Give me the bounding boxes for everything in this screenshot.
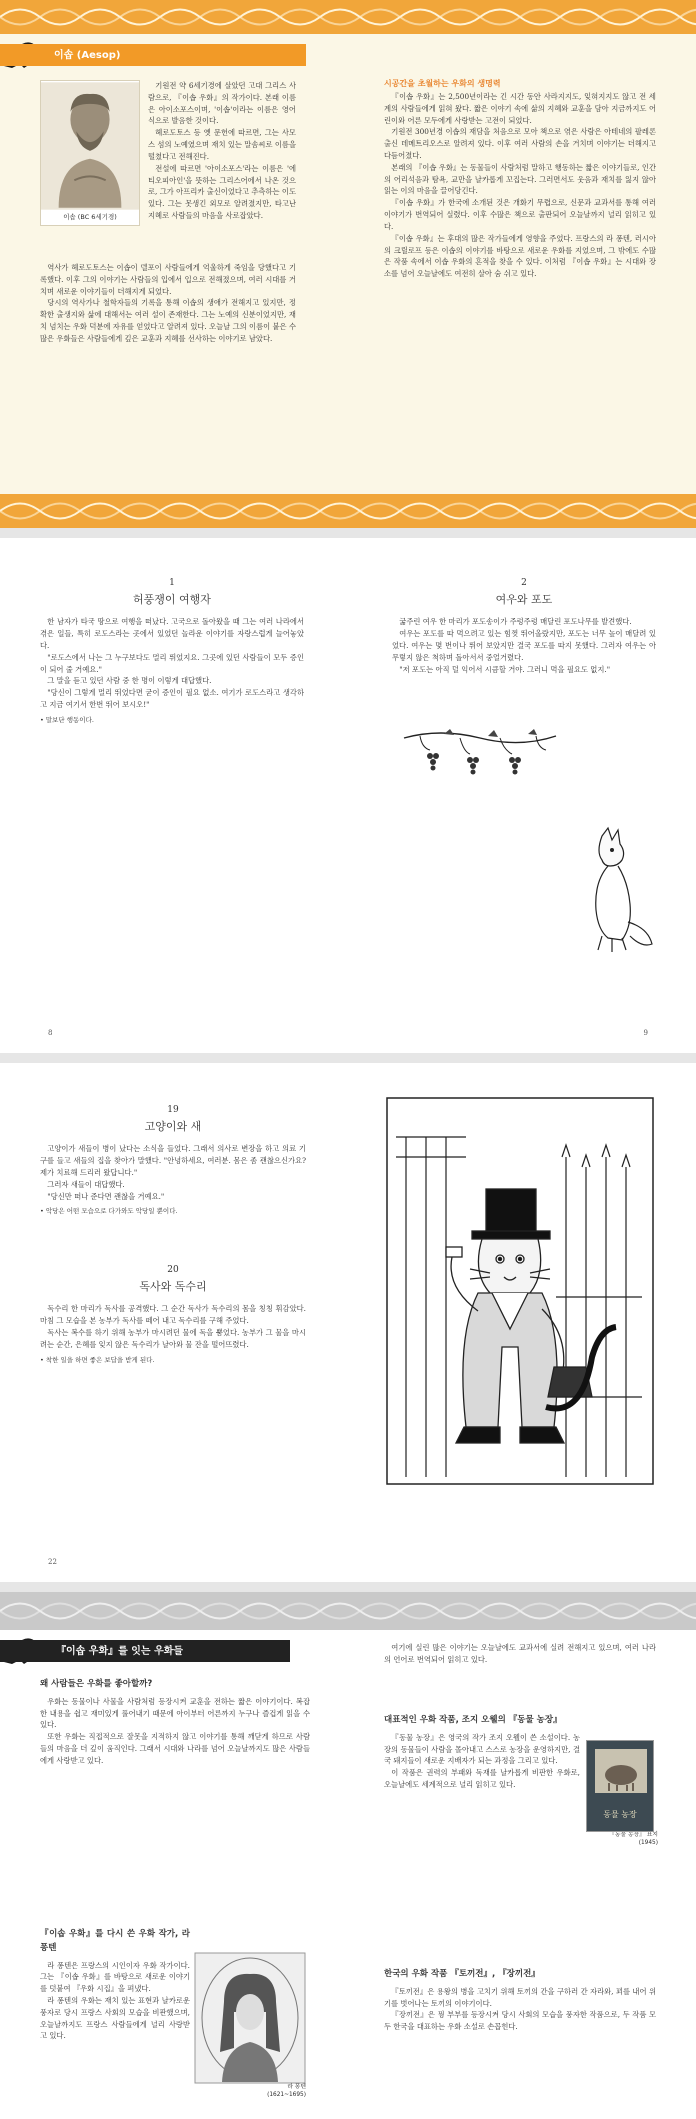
animal-farm-heading: 대표적인 우화 작품, 조지 오웰의 『동물 농장』 bbox=[384, 1715, 562, 1725]
bio-paragraph: 당시의 역사가나 철학자들의 기록을 통해 이솝의 생애가 전해지고 있지만, 정확한 출생지와 삶에 대해서는 여러 설이 존재한다. 그는 노예의 신분이었지만, 재치 넘치는 우화 덕분에 자유를 얻었다고 알려져 있다. 오늘날 그의 이름이 붙은 수많은 우화들은 사람들에게 깊은 교훈과 지혜를 선사하는 이야기로 남았다. bbox=[40, 298, 296, 343]
page-related-fables bbox=[0, 1592, 696, 2119]
fable-viper-eagle bbox=[40, 1263, 306, 1365]
why-fables-heading: 왜 사람들은 우화를 좋아할까? bbox=[40, 1679, 153, 1689]
fable-title: 고양이와 새 bbox=[144, 1119, 202, 1133]
la-fontaine-portrait-icon bbox=[194, 1952, 306, 2084]
right-top-text bbox=[384, 1642, 656, 1666]
cat-doctor-illustration bbox=[386, 1097, 654, 1485]
fable-paragraph: "로도스에서 나는 그 누구보다도 멀리 뛰었지요. 그곳에 있던 사람들이 모두 증인이 되어 줄 거예요." bbox=[40, 652, 304, 674]
vitality-paragraph: 기원전 300년경 이솝의 재담을 처음으로 모아 책으로 엮은 사람은 아테네의 팔레론 출신 데메트리오스로 알려져 있다. 이후 여러 사람의 손을 거치며 이야기는 더해지고 다듬어졌다. bbox=[384, 127, 656, 161]
korean-fables-heading: 한국의 우화 작품 『토끼전』, 『장끼전』 bbox=[384, 1969, 540, 1979]
section-paragraph: 라 퐁텐의 우화는 재치 있는 표현과 날카로운 풍자로 당시 프랑스 사회의 모습을 비판했으며, 오늘날까지도 프랑스 사람들에게 널리 사랑받고 있다. bbox=[40, 1995, 190, 2041]
page-aesop-intro bbox=[0, 0, 696, 528]
section-paragraph: 『토끼전』은 용왕의 병을 고치기 위해 토끼의 간을 구하러 간 자라와, 꾀를 내어 위기를 벗어나는 토끼의 이야기이다. bbox=[384, 1986, 656, 2008]
fable-moral: • 말보단 행동이다. bbox=[40, 715, 304, 726]
book-caption-year: (1945) bbox=[638, 1839, 658, 1846]
page-number: 22 bbox=[48, 1558, 57, 1567]
fable-title: 여우와 포도 bbox=[495, 592, 553, 606]
fable-title: 독사와 독수리 bbox=[139, 1279, 207, 1293]
page-fables-1-2 bbox=[0, 538, 696, 1053]
pig-icon bbox=[587, 1741, 655, 1801]
fable-paragraph: 여우는 포도를 따 먹으려고 있는 힘껏 뛰어올랐지만, 포도는 너무 높이 매달려 있었다. 여우는 몇 번이나 뛰어 보았지만 결국 포도를 따지 못했다. 그러자 여우는 아무렇지 않은 척하며 돌아서서 중얼거렸다. bbox=[392, 629, 656, 662]
fable-moral: • 착한 일을 하면 좋은 보답을 받게 된다. bbox=[40, 1355, 306, 1366]
section-paragraph: 라 퐁텐은 프랑스의 시인이자 우화 작가이다. 그는 『이솝 우화』를 바탕으로 새로운 이야기를 덧붙여 『우화 시집』을 펴냈다. bbox=[40, 1960, 190, 1994]
la-fontaine-portrait bbox=[194, 1952, 306, 2102]
fable-paragraph: 그러자 새들이 대답했다. bbox=[47, 1179, 125, 1189]
bio-paragraph: 기원전 약 6세기경에 살았던 고대 그리스 사람으로, 『이솝 우화』의 작가이다. 본래 이름은 아이소포스이며, '이솝'이라는 이름은 영어식으로 발음한 것이다. bbox=[148, 81, 296, 126]
aesop-bust-photo bbox=[40, 80, 140, 226]
fox-illustration bbox=[552, 826, 656, 956]
leaf-ornament-icon bbox=[0, 494, 696, 528]
section-paragraph: 또한 우화는 직접적으로 잘못을 지적하지 않고 이야기를 통해 깨닫게 하므로 사람들의 마음을 더 깊이 움직인다. 그래서 시대와 나라를 넘어 오늘날까지도 많은 사람들에게 사랑받고 있다. bbox=[40, 1732, 310, 1765]
leaf-ornament-icon bbox=[0, 0, 696, 34]
bio-paragraph: 전설에 따르면 '아이소포스'라는 이름은 '에티오피아인'을 뜻하는 그리스어에서 나온 것으로, 그가 아프리카 출신이었다고 추측하는 이도 있다. 그는 못생긴 외모로 알려졌지만, 타고난 지혜로 사람들의 마음을 사로잡았다. bbox=[148, 163, 296, 220]
portrait-caption-years: (1621~1695) bbox=[267, 2091, 306, 2098]
fable-paragraph: 한 남자가 타국 땅으로 여행을 떠났다. 고국으로 돌아왔을 때 그는 여러 나라에서 겪은 일들, 특히 로도스라는 곳에서 있었던 놀라운 이야기를 자랑스럽게 늘어놓았다. bbox=[40, 617, 304, 651]
aesop-bio-top bbox=[148, 80, 296, 222]
korean-fables-section bbox=[384, 1962, 656, 2033]
why-fables-section bbox=[40, 1672, 310, 1767]
animal-farm-section bbox=[384, 1708, 580, 1791]
vitality-paragraph: 본래의 『이솝 우화』는 동물들이 사람처럼 말하고 행동하는 짧은 이야기들로, 인간의 어리석음과 탐욕, 교만을 날카롭게 꼬집는다. 그러면서도 웃음과 재치를 잃지 않아 읽는 이의 마음을 끌어당긴다. bbox=[384, 162, 656, 196]
fable-paragraph: 그 말을 듣고 있던 사람 중 한 명이 이렇게 대답했다. bbox=[47, 676, 212, 686]
fable-paragraph: 굶주린 여우 한 마리가 포도송이가 주렁주렁 매달린 포도나무를 발견했다. bbox=[399, 617, 632, 627]
section-paragraph: 『장끼전』은 꿩 부부를 등장시켜 당시 사회의 모습을 풍자한 작품으로, 두 작품 모두 한국을 대표하는 우화 소설로 손꼽힌다. bbox=[384, 2010, 656, 2032]
fable-number: 2 bbox=[521, 578, 527, 588]
bottom-ornament-band bbox=[0, 494, 696, 528]
section-title-bar bbox=[0, 44, 306, 66]
page-fables-19-20 bbox=[0, 1063, 696, 1582]
fable-vitality-column bbox=[384, 78, 656, 280]
portrait-caption-name: 라 퐁텐 bbox=[287, 2084, 306, 2090]
aesop-bust-icon bbox=[41, 81, 139, 211]
section-paragraph: 이 작품은 권력의 부패와 독재를 날카롭게 비판한 우화로, 오늘날에도 세계적으로 널리 읽히고 있다. bbox=[384, 1768, 580, 1790]
grapevine-illustration bbox=[400, 726, 560, 786]
fable-paragraph: "당신이 그렇게 멀리 뛰었다면 굳이 증인이 필요 없소. 여기가 로도스라고 생각하고 지금 여기서 한번 뛰어 보시오!" bbox=[40, 688, 304, 710]
section-title: 『이솝 우화』를 잇는 우화들 bbox=[56, 1646, 184, 1657]
fable-boastful-traveler bbox=[40, 576, 304, 725]
section-paragraph: 여기에 실린 많은 이야기는 오늘날에도 교과서에 실려 전해지고 있으며, 여러 나라의 언어로 번역되어 읽히고 있다. bbox=[384, 1643, 656, 1664]
la-fontaine-section bbox=[40, 1922, 190, 2042]
bio-paragraph: 헤로도토스 등 옛 문헌에 따르면, 그는 사모스 섬의 노예였으며 재치 있는 말솜씨로 이름을 떨쳤다고 전해진다. bbox=[148, 128, 296, 161]
page-number: 8 bbox=[48, 1029, 53, 1038]
vitality-paragraph: 『이솝 우화』는 2,500년이라는 긴 시간 동안 사라지지도, 잊혀지지도 않고 전 세계의 사람들에게 읽혀 왔다. 짧은 이야기 속에 삶의 지혜와 교훈을 담아 지금까지도 어린이와 어른 모두에게 사랑받는 고전이 되었다. bbox=[384, 91, 656, 125]
photo-caption: 이솝 (BC 6세기경) bbox=[63, 212, 117, 221]
bio-paragraph: 역사가 헤로도토스는 이솝이 델포이 사람들에게 억울하게 죽임을 당했다고 기록했다. 이후 그의 이야기는 사람들의 입에서 입으로 전해졌으며, 여러 시대를 거치며 새로운 이야기들이 더해지게 되었다. bbox=[40, 263, 296, 296]
aesop-bio-bottom bbox=[40, 262, 296, 345]
top-ornament-band bbox=[0, 0, 696, 34]
fable-moral: • 악당은 어떤 모습으로 다가와도 악당일 뿐이다. bbox=[40, 1206, 306, 1217]
fable-paragraph: 고양이가 새들이 병이 났다는 소식을 들었다. 그래서 의사로 변장을 하고 의료 기구를 들고 새들의 집을 찾아가 말했다. "안녕하세요, 여러분. 몸은 좀 괜찮으신가요? 제가 치료해 드리러 왔답니다." bbox=[40, 1144, 306, 1178]
section-paragraph: 우화는 동물이나 사물을 사람처럼 등장시켜 교훈을 전하는 짧은 이야기이다. 복잡한 내용을 쉽고 재미있게 풀어내기 때문에 아이부터 어른까지 누구나 즐겁게 읽을 수 있다. bbox=[40, 1696, 310, 1730]
vitality-paragraph: 『이솝 우화』가 한국에 소개된 것은 개화기 무렵으로, 신문과 교과서를 통해 여러 이야기가 번역되어 실렸다. 이후 수많은 책으로 출판되어 오늘날까지 널리 읽히고 있다. bbox=[384, 198, 656, 231]
fable-number: 20 bbox=[167, 1265, 179, 1275]
fable-paragraph: "당신만 떠나 준다면 괜찮을 거예요." bbox=[47, 1191, 165, 1201]
section-paragraph: 『동물 농장』은 영국의 작가 조지 오웰이 쓴 소설이다. 농장의 동물들이 사람을 몰아내고 스스로 농장을 운영하지만, 결국 돼지들이 새로운 지배자가 되는 과정을 그리고 있다. bbox=[384, 1732, 580, 1766]
animal-farm-book bbox=[586, 1740, 658, 1850]
page-number: 9 bbox=[643, 1029, 648, 1038]
section-title: 이솝 (Aesop) bbox=[54, 50, 121, 61]
fable-paragraph: 독수리 한 마리가 독사를 공격했다. 그 순간 독사가 독수리의 몸을 칭칭 휘감았다. 마침 그 모습을 본 농부가 독사를 떼어 내고 독수리를 구해 주었다. bbox=[40, 1304, 306, 1326]
fable-cat-birds bbox=[40, 1103, 306, 1217]
book-caption: 『동물 농장』 표지 bbox=[609, 1832, 658, 1838]
vitality-paragraph: 『이솝 우화』는 후대의 많은 작가들에게 영향을 주었다. 프랑스의 라 퐁텐, 러시아의 크릴로프 등은 이솝의 이야기를 바탕으로 새로운 우화를 지었으며, 그 밖에도 수많은 작품 속에서 이솝 우화의 흔적을 찾을 수 있다. 이처럼 『이솝 우화』는 시대와 장소를 넘어 오늘날에도 여전히 살아 숨 쉬고 있다. bbox=[384, 233, 656, 279]
book-cover bbox=[586, 1740, 654, 1832]
section-title-bar bbox=[0, 1640, 290, 1662]
fable-paragraph: "저 포도는 아직 덜 익어서 시큼할 거야. 그러니 먹을 필요도 없지." bbox=[399, 664, 611, 674]
la-fontaine-heading: 『이솝 우화』를 다시 쓴 우화 작가, 라 퐁텐 bbox=[40, 1929, 190, 1953]
fable-title: 허풍쟁이 여행자 bbox=[133, 592, 211, 606]
leaf-ornament-icon bbox=[0, 1592, 696, 1630]
fable-number: 1 bbox=[169, 578, 175, 588]
fable-paragraph: 독사는 복수를 하기 위해 농부가 마시려던 물에 독을 뿜었다. 농부가 그 물을 마시려는 순간, 은혜를 잊지 않은 독수리가 날아와 물 잔을 떨어뜨렸다. bbox=[40, 1328, 306, 1349]
fable-vitality-heading: 시공간을 초월하는 우화의 생명력 bbox=[384, 79, 501, 88]
fable-number: 19 bbox=[167, 1105, 179, 1115]
top-ornament-band-gray bbox=[0, 1592, 696, 1630]
fable-fox-grapes bbox=[392, 576, 656, 675]
book-title: 동물 농장 bbox=[603, 1809, 637, 1819]
